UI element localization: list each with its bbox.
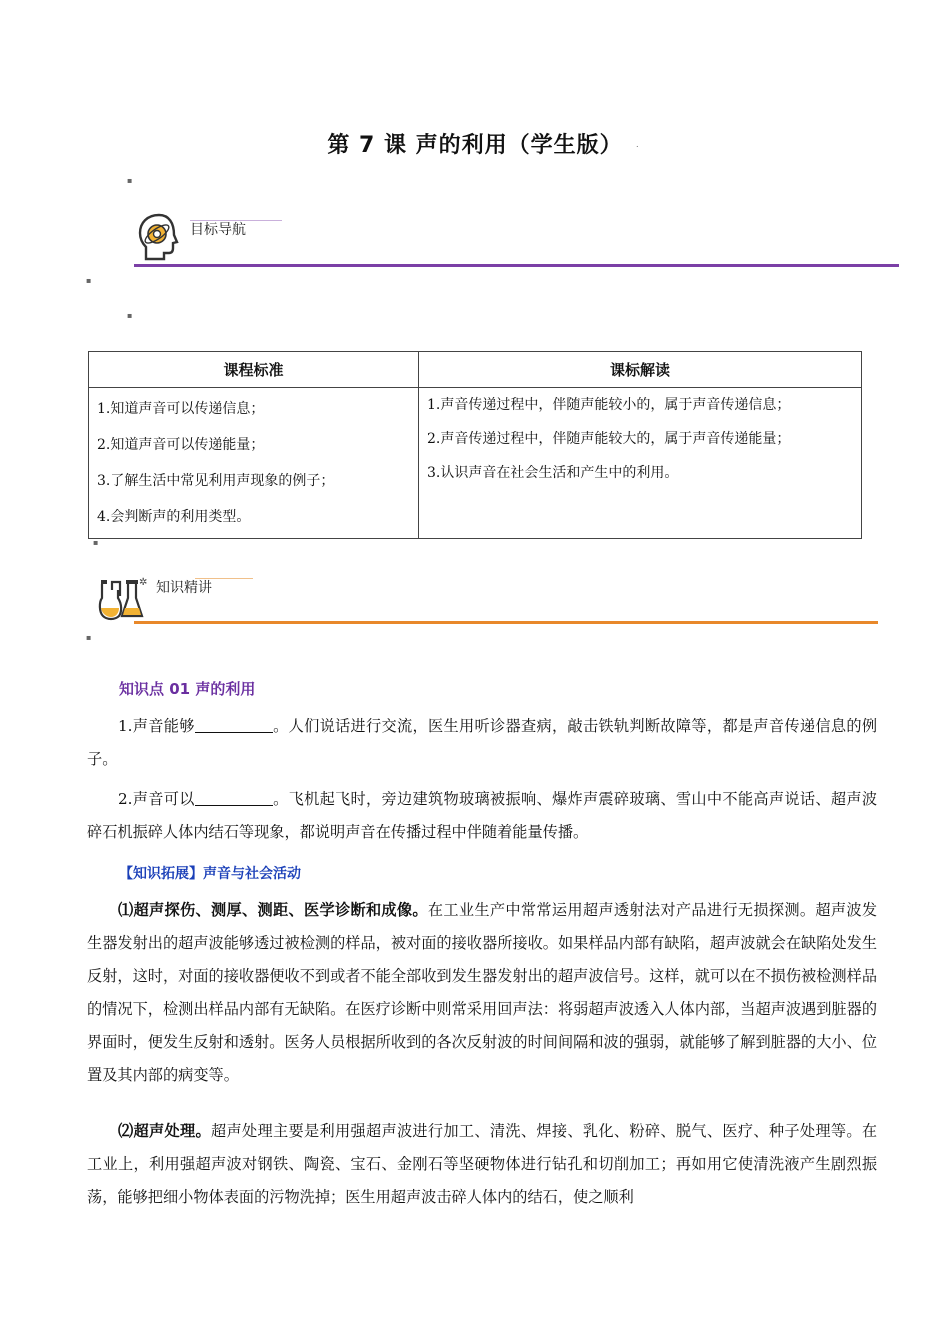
- paragraph-heading: ⑴超声探伤、测厚、测距、医学诊断和成像。: [118, 901, 428, 919]
- paragraph-text: 在工业生产中常常运用超声透射法对产品进行无损探测。超声波发生器发射出的超声波能够透过被检测的样品，被对面的接收器所接收。如果样品内部有缺陷，超声波就会在缺陷处发生反射，这时，对面的接收器便收不到或者不能全部收到发生器发射出的超声波信号。这样，就可以在不损伤被检测样品的情况下，检测出样品内部有无缺陷。在医疗诊断中则常采用回声法：将弱超声波透入人体内部，当超声波遇到脏器的界面时，便发生反射和透射。医务人员根据所收到的各次反射波的时间间隔和波的强弱，就能够了解到脏器的大小、位置及其内部的病变等。: [87, 901, 877, 1084]
- list-item: 2.知道声音可以传递能量；: [97, 437, 265, 453]
- para-mark: ▪: [127, 176, 133, 185]
- paragraph-text: 。人们说话进行交流，医生用听诊器查病，敲击铁轨判断故障等，都是声音传递信息的例子。: [87, 717, 878, 768]
- para-mark: .: [636, 140, 639, 149]
- paragraph-2: [87, 783, 877, 849]
- list-item: 1.声音传递过程中，伴随声能较小的，属于声音传递信息；: [427, 397, 791, 413]
- paragraph-text: 2.声音可以: [118, 790, 195, 808]
- list-item: 3.了解生活中常见利用声现象的例子；: [97, 473, 335, 489]
- paragraph-text: 超声处理主要是利用强超声波进行加工、清洗、焊接、乳化、粉碎、脱气、医疗、种子处理等。在工业上，利用强超声波对钢铁、陶瓷、宝石、金刚石等坚硬物体进行钻孔和切削加工；再如用它使清洗液产生剧烈振荡，能够把细小物体表面的污物洗掉；医生用超声波击碎人体内的结石，使之顺利: [87, 1122, 878, 1206]
- para-mark: ▪: [127, 311, 133, 320]
- head-gear-icon: [137, 212, 181, 262]
- section-label-goals: 目标导航: [190, 222, 246, 238]
- paragraph-1: [87, 710, 877, 776]
- table-header: 课程标准: [89, 352, 419, 388]
- extension-paragraph-1: [87, 894, 877, 1092]
- section-rule: [134, 264, 899, 267]
- para-mark: ▪: [86, 276, 92, 285]
- curriculum-table: [88, 351, 862, 539]
- section-label-knowledge: 知识精讲: [156, 580, 212, 596]
- para-mark: ▪: [93, 538, 99, 547]
- list-item: 3.认识声音在社会生活和产生中的利用。: [427, 465, 679, 481]
- interpretation-cell: [419, 388, 862, 539]
- paragraph-text: 。飞机起飞时，旁边建筑物玻璃被振响、爆炸声震碎玻璃、雪山中不能高声说话、超声波碎石机振碎人体内结石等现象，都说明声音在传播过程中伴随着能量传播。: [87, 790, 878, 841]
- fill-blank: [195, 789, 273, 806]
- lab-flask-icon: [98, 576, 144, 622]
- list-item: 4.会判断声的利用类型。: [97, 509, 251, 525]
- extension-paragraph-2: [87, 1115, 877, 1214]
- page-title: 第 7 课 声的利用（学生版）: [327, 133, 623, 158]
- fill-blank: [195, 716, 273, 733]
- list-item: 2.声音传递过程中，伴随声能较大的，属于声音传递能量；: [427, 431, 791, 447]
- section-rule: [134, 621, 878, 624]
- paragraph-heading: ⑵超声处理。: [118, 1122, 211, 1140]
- knowledge-point-heading: 知识点 01 声的利用: [119, 680, 256, 698]
- sparkle-icon: ✲: [139, 577, 148, 588]
- para-mark: ▪: [86, 633, 92, 642]
- extension-heading: 【知识拓展】声音与社会活动: [119, 866, 301, 882]
- paragraph-text: 1.声音能够: [118, 717, 195, 735]
- table-header: 课标解读: [419, 352, 862, 388]
- list-item: 1.知道声音可以传递信息；: [97, 401, 265, 417]
- standards-cell: [89, 388, 419, 539]
